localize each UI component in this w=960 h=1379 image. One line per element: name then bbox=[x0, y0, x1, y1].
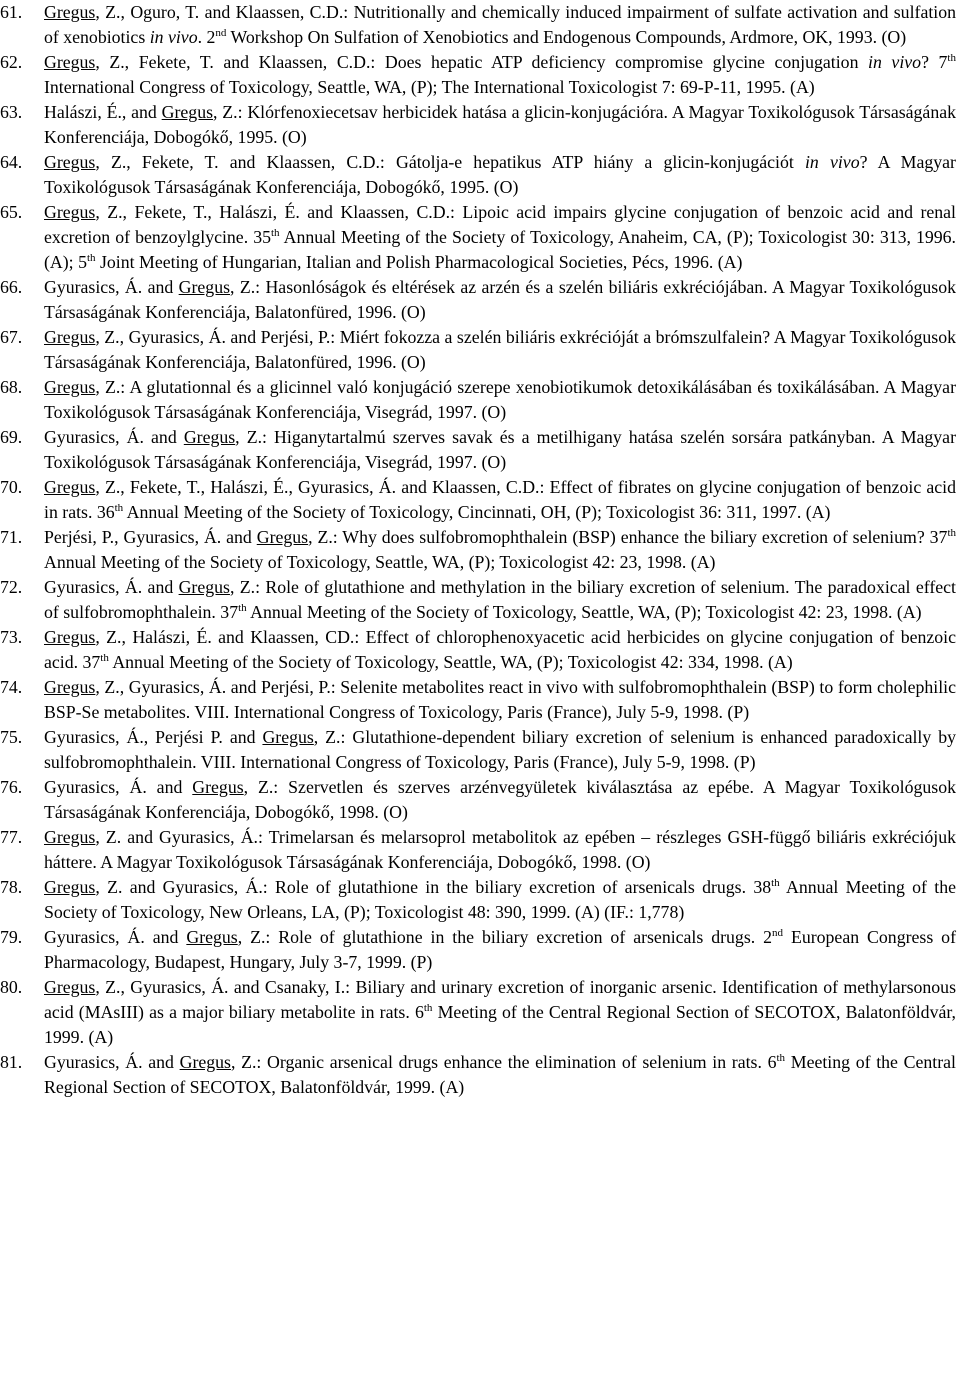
reference-text: , Z., Fekete, T., Halászi, É. and Klaassen, C.D.: Lipoic acid impairs glycine conjugation of benzoic acid and renal excretion of benzoylglycine. 35 bbox=[44, 202, 956, 247]
reference-text: Gyurasics, Á., Perjési P. and bbox=[44, 727, 263, 747]
italic-term: in vivo bbox=[149, 27, 198, 47]
reference-text: , Z. and Gyurasics, Á.: Trimelarsan és melarsoprol metabolitok az epében – részleges GSH-függő biliáris exkréciójuk háttere. A Magyar Toxikológusok Társaságának Konferenciája, Dobogókő, 1998. (O) bbox=[44, 827, 956, 872]
reference-number: 65. bbox=[0, 202, 23, 222]
reference-entry bbox=[0, 375, 960, 425]
reference-text: , Z., Fekete, T., Halászi, É., Gyurasics, Á. and Klaassen, C.D.: Effect of fibrates on glycine conjugation of benzoic acid in rats. 36 bbox=[44, 477, 956, 522]
reference-entry bbox=[0, 575, 960, 625]
reference-text: , Z.: Glutathione-dependent biliary excretion of selenium is enhanced paradoxically by sulfobromophthalein. VIII. International Congress of Toxicology, Paris (France), July 5-9, 1998. (P) bbox=[44, 727, 956, 772]
reference-text: , Z.: Klórfenoxiecetsav herbicidek hatása a glicin-konjugációra. A Magyar Toxikológusok Társaságának Konferenciája, Dobogókő, 1995. (O) bbox=[44, 102, 957, 147]
ordinal-superscript: nd bbox=[215, 27, 227, 40]
reference-text: , Z.: Role of glutathione and methylation in the biliary excretion of selenium. The paradoxical effect of sulfobromophthalein. 37 bbox=[44, 577, 956, 622]
reference-text: Halászi, É., and bbox=[44, 102, 162, 122]
reference-entry bbox=[0, 825, 960, 875]
reference-entry bbox=[0, 875, 960, 925]
author-name-underlined: Gregus bbox=[44, 627, 96, 647]
reference-entry bbox=[0, 425, 960, 475]
reference-text: . 2 bbox=[197, 27, 216, 47]
reference-text: International Congress of Toxicology, Seattle, WA, (P); The International Toxicologist 7: 69-P-11, 1995. (A) bbox=[44, 77, 815, 97]
reference-text: , Z., Gyurasics, Á. and Csanaky, I.: Biliary and urinary excretion of inorganic arsenic. Identification of methylarsonous acid (MAsIII) as a major biliary metabolite in rats. 6 bbox=[44, 977, 956, 1022]
reference-text: , Z., Gyurasics, Á. and Perjési, P.: Miért fokozza a szelén biliáris exkrécióját a brómszulfalein? A Magyar Toxikológusok Társaságának Konferenciája, Balatonfüred, 1996. (O) bbox=[44, 327, 956, 372]
reference-entry bbox=[0, 200, 960, 275]
reference-number: 72. bbox=[0, 577, 23, 597]
reference-text: ? 7 bbox=[921, 52, 948, 72]
ordinal-superscript: th bbox=[271, 227, 280, 240]
reference-text: Perjési, P., Gyurasics, Á. and bbox=[44, 527, 257, 547]
author-name-underlined: Gregus bbox=[183, 427, 236, 447]
author-name-underlined: Gregus bbox=[178, 577, 230, 597]
reference-text: , Z. and Gyurasics, Á.: Role of glutathione in the biliary excretion of arsenicals drugs. 38 bbox=[95, 877, 772, 897]
reference-text: , Z.: Role of glutathione in the biliary excretion of arsenicals drugs. 2 bbox=[237, 927, 773, 947]
reference-entry bbox=[0, 925, 960, 975]
reference-number: 63. bbox=[0, 102, 23, 122]
ordinal-superscript: nd bbox=[772, 927, 784, 940]
ordinal-superscript: th bbox=[423, 1002, 433, 1015]
reference-entry bbox=[0, 775, 960, 825]
reference-text: Gyurasics, Á. and bbox=[44, 1052, 180, 1072]
italic-term: in vivo bbox=[868, 52, 922, 72]
reference-text: , Z.: A glutationnal és a glicinnel való konjugáció szerepe xenobiotikumok detoxikálásában és toxikálásában. A Magyar Toxikológusok Társaságának Konferenciája, Visegrád, 1997. (O) bbox=[44, 377, 956, 422]
reference-text: , Z., Fekete, T. and Klaassen, C.D.: Gátolja-e hepatikus ATP hiány a glicin-konjugációt bbox=[95, 152, 805, 172]
reference-text: , Z., Oguro, T. and Klaassen, C.D.: Nutritionally and chemically induced impairment of sulfate activation and sulfation of xenobiotics bbox=[44, 2, 956, 47]
ordinal-superscript: th bbox=[114, 502, 124, 515]
reference-text: Annual Meeting of the Society of Toxicology, Cincinnati, OH, (P); Toxicologist 36: 311, 1997. (A) bbox=[123, 502, 831, 522]
reference-number: 66. bbox=[0, 277, 23, 297]
author-name-underlined: Gregus bbox=[186, 927, 238, 947]
author-name-underlined: Gregus bbox=[44, 52, 96, 72]
reference-entry bbox=[0, 50, 960, 100]
author-name-underlined: Gregus bbox=[44, 202, 96, 222]
reference-entry bbox=[0, 725, 960, 775]
reference-entry bbox=[0, 475, 960, 525]
author-name-underlined: Gregus bbox=[44, 152, 96, 172]
reference-text: Gyurasics, Á. and bbox=[44, 277, 179, 297]
reference-text: Gyurasics, Á. and bbox=[44, 777, 193, 797]
reference-number: 61. bbox=[0, 2, 23, 22]
reference-entry bbox=[0, 975, 960, 1050]
author-name-underlined: Gregus bbox=[44, 327, 96, 347]
italic-term: in vivo bbox=[804, 152, 860, 172]
ordinal-superscript: th bbox=[238, 602, 247, 615]
reference-entry bbox=[0, 100, 960, 150]
author-name-underlined: Gregus bbox=[179, 1052, 231, 1072]
reference-text: Meeting of the Central Regional Section of SECOTOX, Balatonföldvár, 1999. (A) bbox=[44, 1002, 956, 1047]
author-name-underlined: Gregus bbox=[178, 277, 231, 297]
author-name-underlined: Gregus bbox=[192, 777, 244, 797]
reference-entry bbox=[0, 675, 960, 725]
reference-number: 77. bbox=[0, 827, 23, 847]
reference-text: , Z.: Higanytartalmú szerves savak és a metilhigany hatása szelén sorsára patkányban. A Magyar Toxikológusok Társaságának Konferenciája, Visegrád, 1997. (O) bbox=[44, 427, 956, 472]
reference-text: European Congress of Pharmacology, Budapest, Hungary, July 3-7, 1999. (P) bbox=[44, 927, 956, 972]
author-name-underlined: Gregus bbox=[262, 727, 314, 747]
reference-text: Workshop On Sulfation of Xenobiotics and Endogenous Compounds, Ardmore, OK, 1993. (O) bbox=[226, 27, 907, 47]
author-name-underlined: Gregus bbox=[44, 377, 96, 397]
reference-text: Joint Meeting of Hungarian, Italian and Polish Pharmacological Societies, Pécs, 1996. (A) bbox=[95, 252, 743, 272]
reference-number: 81. bbox=[0, 1052, 23, 1072]
reference-text: , Z.: Szervetlen és szerves arzénvegyületek kiválasztása az epébe. A Magyar Toxikológusok Társaságának Konferenciája, Dobogókő, 1998. (O) bbox=[44, 777, 956, 822]
ordinal-superscript: th bbox=[86, 252, 96, 265]
ordinal-superscript: th bbox=[776, 1052, 786, 1065]
ordinal-superscript: th bbox=[947, 527, 956, 540]
author-name-underlined: Gregus bbox=[256, 527, 309, 547]
reference-text: ? A Magyar Toxikológusok Társaságának Konferenciája, Dobogókő, 1995. (O) bbox=[44, 152, 956, 197]
reference-number: 68. bbox=[0, 377, 23, 397]
author-name-underlined: Gregus bbox=[44, 477, 96, 497]
reference-text: Gyurasics, Á. and bbox=[44, 427, 184, 447]
author-name-underlined: Gregus bbox=[44, 677, 96, 697]
author-name-underlined: Gregus bbox=[44, 977, 96, 997]
reference-text: Annual Meeting of the Society of Toxicology, Seattle, WA, (P); Toxicologist 42: 23, 1998. (A) bbox=[44, 552, 716, 572]
reference-entry bbox=[0, 275, 960, 325]
reference-text: , Z.: Why does sulfobromophthalein (BSP) enhance the biliary excretion of selenium? 37 bbox=[308, 527, 948, 547]
reference-text: , Z.: Hasonlóságok és eltérések az arzén és a szelén biliáris exkréciójában. A Magyar Toxikológusok Társaságának Konferenciája, Balatonfüred, 1996. (O) bbox=[44, 277, 956, 322]
reference-text: Annual Meeting of the Society of Toxicology, Seattle, WA, (P); Toxicologist 42: 23, 1998. (A) bbox=[246, 602, 922, 622]
reference-number: 80. bbox=[0, 977, 23, 997]
reference-number: 70. bbox=[0, 477, 23, 497]
ordinal-superscript: th bbox=[947, 52, 956, 65]
author-name-underlined: Gregus bbox=[44, 877, 96, 897]
reference-number: 67. bbox=[0, 327, 23, 347]
reference-number: 79. bbox=[0, 927, 23, 947]
reference-text: Annual Meeting of the Society of Toxicology, Anaheim, CA, (P); Toxicologist 30: 313, 1996. (A); 5 bbox=[44, 227, 957, 272]
ordinal-superscript: th bbox=[100, 652, 109, 665]
author-name-underlined: Gregus bbox=[161, 102, 214, 122]
reference-entry bbox=[0, 1050, 960, 1100]
reference-text: , Z., Fekete, T. and Klaassen, C.D.: Does hepatic ATP deficiency compromise glycine conjugation bbox=[95, 52, 869, 72]
reference-text: Gyurasics, Á. and bbox=[44, 577, 179, 597]
reference-text: Annual Meeting of the Society of Toxicology, Seattle, WA, (P); Toxicologist 42: 334, 1998. (A) bbox=[108, 652, 793, 672]
reference-entry bbox=[0, 625, 960, 675]
reference-text: Gyurasics, Á. and bbox=[44, 927, 187, 947]
reference-number: 73. bbox=[0, 627, 23, 647]
reference-number: 69. bbox=[0, 427, 23, 447]
reference-number: 62. bbox=[0, 52, 23, 72]
author-name-underlined: Gregus bbox=[44, 2, 96, 22]
reference-entry bbox=[0, 150, 960, 200]
reference-text: , Z., Gyurasics, Á. and Perjési, P.: Selenite metabolites react in vivo with sulfobromophthalein (BSP) to form cholephilic BSP-Se metabolites. VIII. International Congress of Toxicology, Paris (France), July 5-9, 1998. (P) bbox=[44, 677, 956, 722]
author-name-underlined: Gregus bbox=[44, 827, 96, 847]
reference-text: , Z.: Organic arsenical drugs enhance the elimination of selenium in rats. 6 bbox=[230, 1052, 777, 1072]
reference-text: Meeting of the Central Regional Section of SECOTOX, Balatonföldvár, 1999. (A) bbox=[44, 1052, 956, 1097]
reference-number: 76. bbox=[0, 777, 23, 797]
reference-number: 78. bbox=[0, 877, 23, 897]
reference-entry bbox=[0, 325, 960, 375]
reference-number: 71. bbox=[0, 527, 23, 547]
reference-number: 74. bbox=[0, 677, 23, 697]
reference-number: 75. bbox=[0, 727, 23, 747]
ordinal-superscript: th bbox=[771, 877, 780, 890]
reference-entry bbox=[0, 0, 960, 50]
reference-entry bbox=[0, 525, 960, 575]
reference-text: Annual Meeting of the Society of Toxicology, New Orleans, LA, (P); Toxicologist 48: 390, 1999. (A) (IF.: 1,778) bbox=[44, 877, 956, 922]
reference-text: , Z., Halászi, É. and Klaassen, CD.: Effect of chlorophenoxyacetic acid herbicides on glycine conjugation of benzoic acid. 37 bbox=[44, 627, 956, 672]
reference-number: 64. bbox=[0, 152, 23, 172]
